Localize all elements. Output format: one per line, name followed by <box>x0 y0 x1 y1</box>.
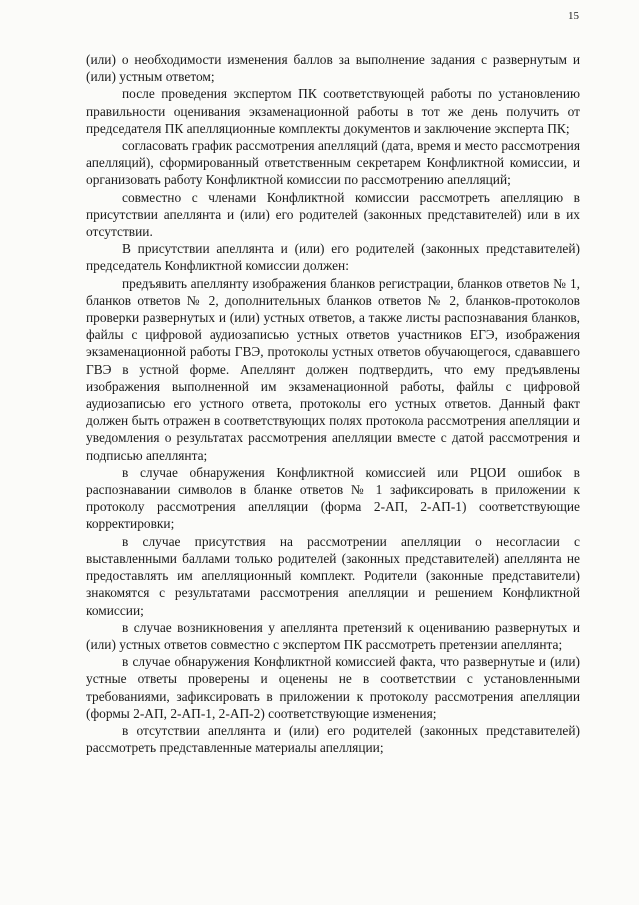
paragraph: в случае возникновения у апеллянта претензий к оцениванию развернутых и (или) устных ответов совместно с экспертом ПК рассмотреть претензии апеллянта; <box>86 619 580 652</box>
document-body <box>86 51 580 756</box>
paragraph: (или) о необходимости изменения баллов за выполнение задания с развернутым и (или) устным ответом; <box>86 52 580 85</box>
paragraph: согласовать график рассмотрения апелляций (дата, время и место рассмотрения апелляций), сформированный ответственным секретарем Конфликтной комиссии, и организовать работу Конфликтной комиссии по рассмотрению апелляций; <box>86 138 580 188</box>
paragraph: В присутствии апеллянта и (или) его родителей (законных представителей) председатель Конфликтной комиссии должен: <box>86 241 580 274</box>
paragraph: в случае обнаружения Конфликтной комиссией факта, что развернутые и (или) устные ответы проверены и оценены не в соответствии с установленными требованиями, зафиксировать в приложении к протоколу рассмотрения апелляции (формы 2-АП, 2-АП-1, 2-АП-2) соответствующие изменения; <box>86 654 580 721</box>
paragraph: после проведения экспертом ПК соответствующей работы по установлению правильности оценивания экзаменационной работы в тот же день получить от председателя ПК апелляционные комплекты документов и заключение эксперта ПК; <box>86 86 580 136</box>
paragraph: в отсутствии апеллянта и (или) его родителей (законных представителей) рассмотреть представленные материалы апелляции; <box>86 722 580 756</box>
paragraph: предъявить апеллянту изображения бланков регистрации, бланков ответов № 1, бланков ответов № 2, дополнительных бланков ответов № 2, бланков-протоколов проверки развернутых и (или) устных ответов, а также листы распознавания бланков, файлы с цифровой аудиозаписью устных ответов участников ЕГЭ, изображения экзаменационной работы ГВЭ, протоколы устных ответов обучающегося, сдававшего ГВЭ в устной форме. Апеллянт должен подтвердить, что ему предъявлены изображения выполненной им экзаменационной работы, файлы с цифровой аудиозаписью его устного ответа, протоколы его устных ответов. Данный факт должен быть отражен в соответствующих полях протокола рассмотрения апелляции и уведомления о результатах рассмотрения апелляции вместе с датой рассмотрения и подписью апеллянта; <box>86 275 580 463</box>
paragraph: в случае обнаружения Конфликтной комиссией или РЦОИ ошибок в распознавании символов в бланке ответов № 1 зафиксировать в приложении к протоколу рассмотрения апелляции (форма 2-АП, 2-АП-1) соответствующие корректировки; <box>86 464 580 532</box>
page-number: 15 <box>568 10 579 22</box>
paragraph: совместно с членами Конфликтной комиссии рассмотреть апелляцию в присутствии апеллянта и (или) его родителей (законных представителей) или в их отсутствии. <box>86 189 580 240</box>
paragraph: в случае присутствия на рассмотрении апелляции о несогласии с выставленными баллами только родителей (законных представителей) апеллянта не предоставлять им апелляционный комплект. Родители (законные представители) знакомятся с результатами рассмотрения апелляции и решением Конфликтной комиссии; <box>86 533 580 618</box>
